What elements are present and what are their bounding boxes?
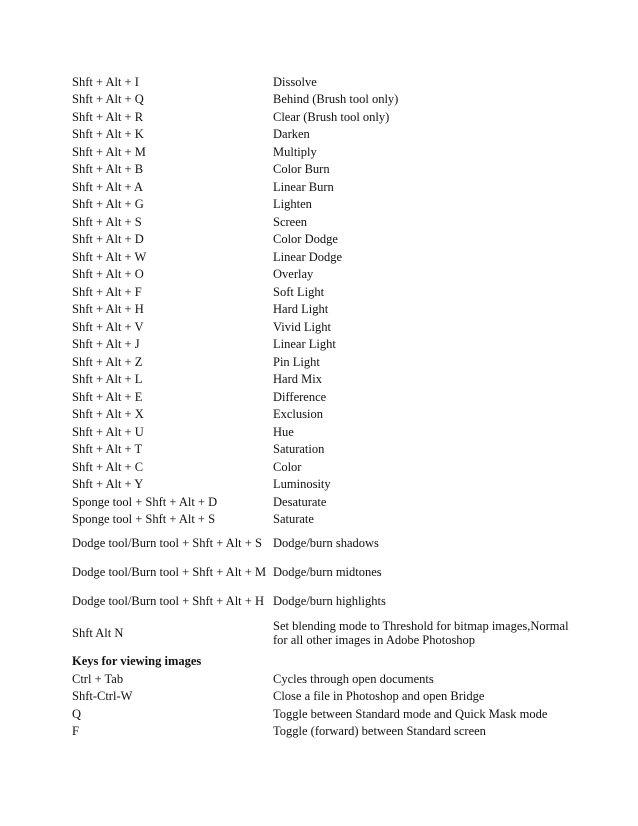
section-heading: Keys for viewing images (72, 654, 202, 668)
shortcut-keys: Shft + Alt + U (72, 424, 144, 439)
shortcut-keys: Shft + Alt + Z (72, 354, 143, 369)
shortcut-keys: Shft + Alt + I (72, 74, 139, 89)
shortcut-keys: Shft Alt N (72, 625, 124, 640)
shortcut-keys: Shft + Alt + K (72, 127, 144, 142)
shortcut-action: Close a file in Photoshop and open Bridge (273, 689, 485, 704)
table-row (72, 670, 572, 688)
table-row (72, 423, 572, 441)
shortcut-keys: Shft + Alt + L (72, 372, 143, 387)
shortcut-action: Screen (273, 214, 308, 229)
table-row (72, 511, 572, 529)
shortcut-action: Linear Burn (273, 179, 334, 194)
table-row (72, 73, 572, 91)
table-row (72, 196, 572, 214)
shortcut-action: Luminosity (273, 477, 331, 492)
shortcut-action: Behind (Brush tool only) (273, 92, 399, 107)
shortcut-action: Soft Light (273, 284, 325, 299)
table-row (72, 493, 572, 511)
table-row (72, 441, 572, 459)
table-row (72, 476, 572, 494)
shortcut-action: Dodge/burn midtones (273, 564, 382, 579)
shortcut-table (72, 73, 572, 740)
table-row (72, 91, 572, 109)
table-row (72, 388, 572, 406)
shortcut-action: Color Burn (273, 162, 330, 177)
shortcut-keys: Shft + Alt + E (72, 389, 143, 404)
table-row (72, 108, 572, 126)
shortcut-keys: Dodge tool/Burn tool + Shft + Alt + H (72, 593, 264, 608)
shortcut-keys: Shft + Alt + G (72, 197, 144, 212)
shortcut-keys: Shft + Alt + O (72, 267, 144, 282)
table-row (72, 231, 572, 249)
shortcut-action: Color Dodge (273, 232, 338, 247)
shortcut-keys: Shft + Alt + H (72, 302, 144, 317)
shortcut-keys: Shft + Alt + W (72, 249, 147, 264)
table-row (72, 318, 572, 336)
shortcut-keys: Shft + Alt + S (72, 214, 142, 229)
shortcut-keys: Shft + Alt + Q (72, 92, 144, 107)
shortcut-keys: Shft + Alt + F (72, 284, 142, 299)
shortcut-action: Hue (273, 424, 294, 439)
table-row (72, 178, 572, 196)
shortcut-keys: Sponge tool + Shft + Alt + D (72, 494, 218, 509)
table-row (72, 213, 572, 231)
table-row (72, 615, 572, 650)
shortcut-keys: Q (72, 706, 82, 721)
shortcut-action: Saturate (273, 512, 314, 527)
shortcut-action: Cycles through open documents (273, 671, 434, 686)
table-row (72, 458, 572, 476)
shortcut-action: Dissolve (273, 74, 317, 89)
shortcut-keys: Sponge tool + Shft + Alt + S (72, 512, 216, 527)
shortcut-action: Pin Light (273, 354, 320, 369)
table-row (72, 248, 572, 266)
table-row (72, 688, 572, 706)
shortcut-action: Clear (Brush tool only) (273, 109, 390, 124)
shortcut-action: Color (273, 459, 302, 474)
table-row (72, 301, 572, 319)
shortcut-keys: Shft + Alt + A (72, 179, 144, 194)
shortcut-keys: Shft + Alt + C (72, 459, 144, 474)
shortcut-keys: Ctrl + Tab (72, 671, 124, 686)
table-row (72, 266, 572, 284)
table-row (72, 586, 572, 615)
table-row (72, 557, 572, 586)
shortcut-action: Vivid Light (273, 319, 331, 334)
shortcut-keys: Dodge tool/Burn tool + Shft + Alt + M (72, 564, 267, 579)
shortcut-action: Linear Dodge (273, 249, 343, 264)
table-row (72, 336, 572, 354)
table-row (72, 723, 572, 741)
shortcut-keys: F (72, 724, 79, 739)
table-row (72, 371, 572, 389)
shortcut-action: Lighten (273, 197, 312, 212)
table-row (72, 283, 572, 301)
table-row (72, 126, 572, 144)
shortcut-action: Set blending mode to Threshold for bitmap images,Normal for all other images in Adobe Photoshop (273, 618, 569, 647)
shortcut-action: Desaturate (273, 494, 327, 509)
shortcut-keys: Dodge tool/Burn tool + Shft + Alt + S (72, 535, 262, 550)
table-row (72, 406, 572, 424)
shortcut-action: Overlay (273, 267, 314, 282)
table-row (72, 353, 572, 371)
shortcut-keys: Shft + Alt + M (72, 144, 146, 159)
shortcut-action: Toggle (forward) between Standard screen (273, 724, 486, 739)
shortcut-keys: Shft-Ctrl-W (72, 689, 133, 704)
shortcut-action: Hard Light (273, 302, 329, 317)
shortcut-action: Difference (273, 389, 327, 404)
shortcut-action: Dodge/burn shadows (273, 535, 379, 550)
shortcut-keys: Shft + Alt + Y (72, 477, 144, 492)
table-row (72, 705, 572, 723)
table-row (72, 161, 572, 179)
shortcut-action: Darken (273, 127, 310, 142)
shortcut-keys: Shft + Alt + J (72, 337, 140, 352)
shortcut-action: Exclusion (273, 407, 323, 422)
shortcut-action: Dodge/burn highlights (273, 593, 386, 608)
shortcut-keys: Shft + Alt + V (72, 319, 144, 334)
shortcut-keys: Shft + Alt + X (72, 407, 144, 422)
shortcut-action: Hard Mix (273, 372, 322, 387)
shortcut-keys: Shft + Alt + B (72, 162, 144, 177)
shortcut-action: Multiply (273, 144, 317, 159)
shortcut-keys: Shft + Alt + R (72, 109, 144, 124)
shortcut-keys: Shft + Alt + T (72, 442, 143, 457)
shortcut-action: Linear Light (273, 337, 336, 352)
shortcut-action: Toggle between Standard mode and Quick Mask mode (273, 706, 548, 721)
shortcut-keys: Shft + Alt + D (72, 232, 144, 247)
table-row (72, 528, 572, 557)
shortcut-action: Saturation (273, 442, 325, 457)
table-row (72, 143, 572, 161)
